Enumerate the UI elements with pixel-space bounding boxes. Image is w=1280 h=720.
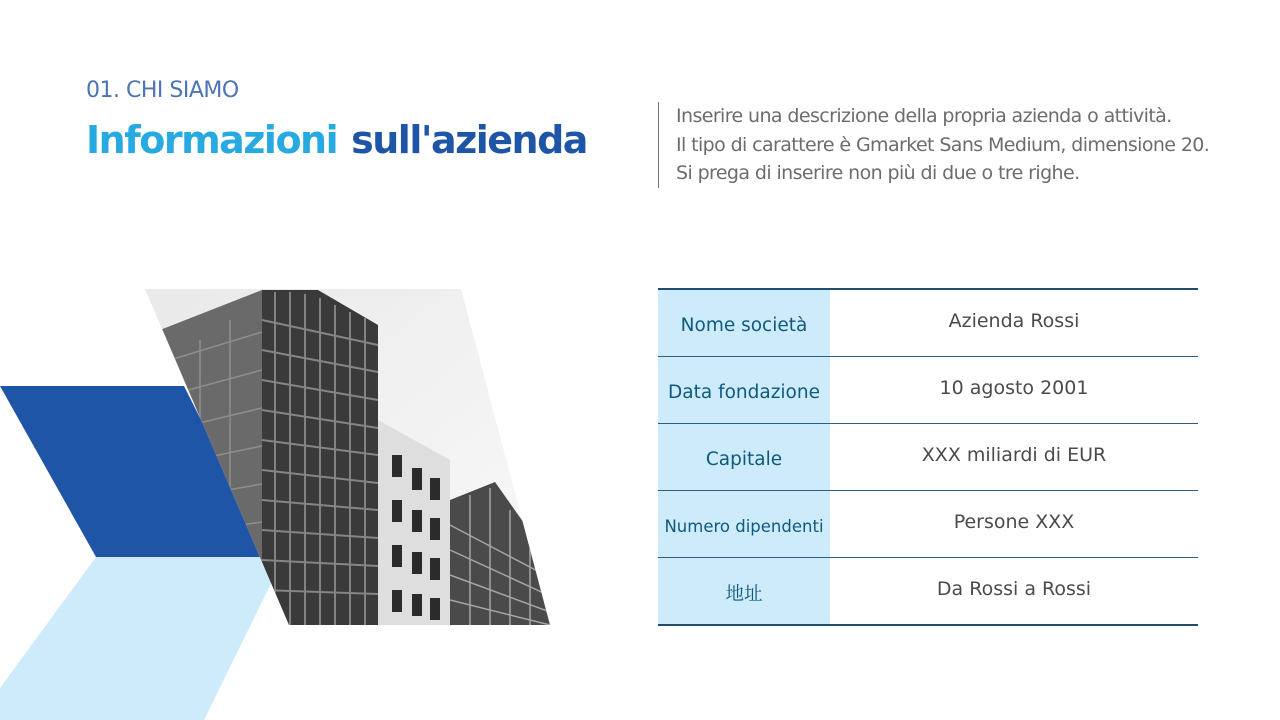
row-label: Capitale xyxy=(658,424,830,490)
row-label: Data fondazione xyxy=(658,357,830,423)
row-value: XXX miliardi di EUR xyxy=(921,444,1107,466)
company-description xyxy=(658,102,1209,188)
title-part-1: Informazioni xyxy=(86,118,338,162)
table-row xyxy=(658,424,1198,491)
company-info-table xyxy=(658,288,1198,626)
row-value: 10 agosto 2001 xyxy=(939,377,1089,399)
row-value: Persone XXX xyxy=(953,511,1075,533)
table-row xyxy=(658,357,1198,424)
section-label: 01. CHI SIAMO xyxy=(86,78,239,103)
row-label: 地址 xyxy=(658,558,830,624)
description-line: Inserire una descrizione della propria azienda o attività. xyxy=(676,105,1172,127)
title-part-2: sull'azienda xyxy=(351,118,587,162)
row-value: Azienda Rossi xyxy=(948,310,1080,332)
row-value: Da Rossi a Rossi xyxy=(936,578,1092,600)
table-row xyxy=(658,558,1198,624)
row-label: Nome società xyxy=(658,290,830,356)
description-line: Il tipo di carattere è Gmarket Sans Medium, dimensione 20. xyxy=(676,133,1210,156)
description-line: Si prega di inserire non più di due o tre righe. xyxy=(676,162,1080,184)
row-label: Numero dipendenti xyxy=(658,491,830,557)
table-row xyxy=(658,491,1198,558)
pale-blue-shape xyxy=(0,557,284,720)
table-row xyxy=(658,290,1198,357)
